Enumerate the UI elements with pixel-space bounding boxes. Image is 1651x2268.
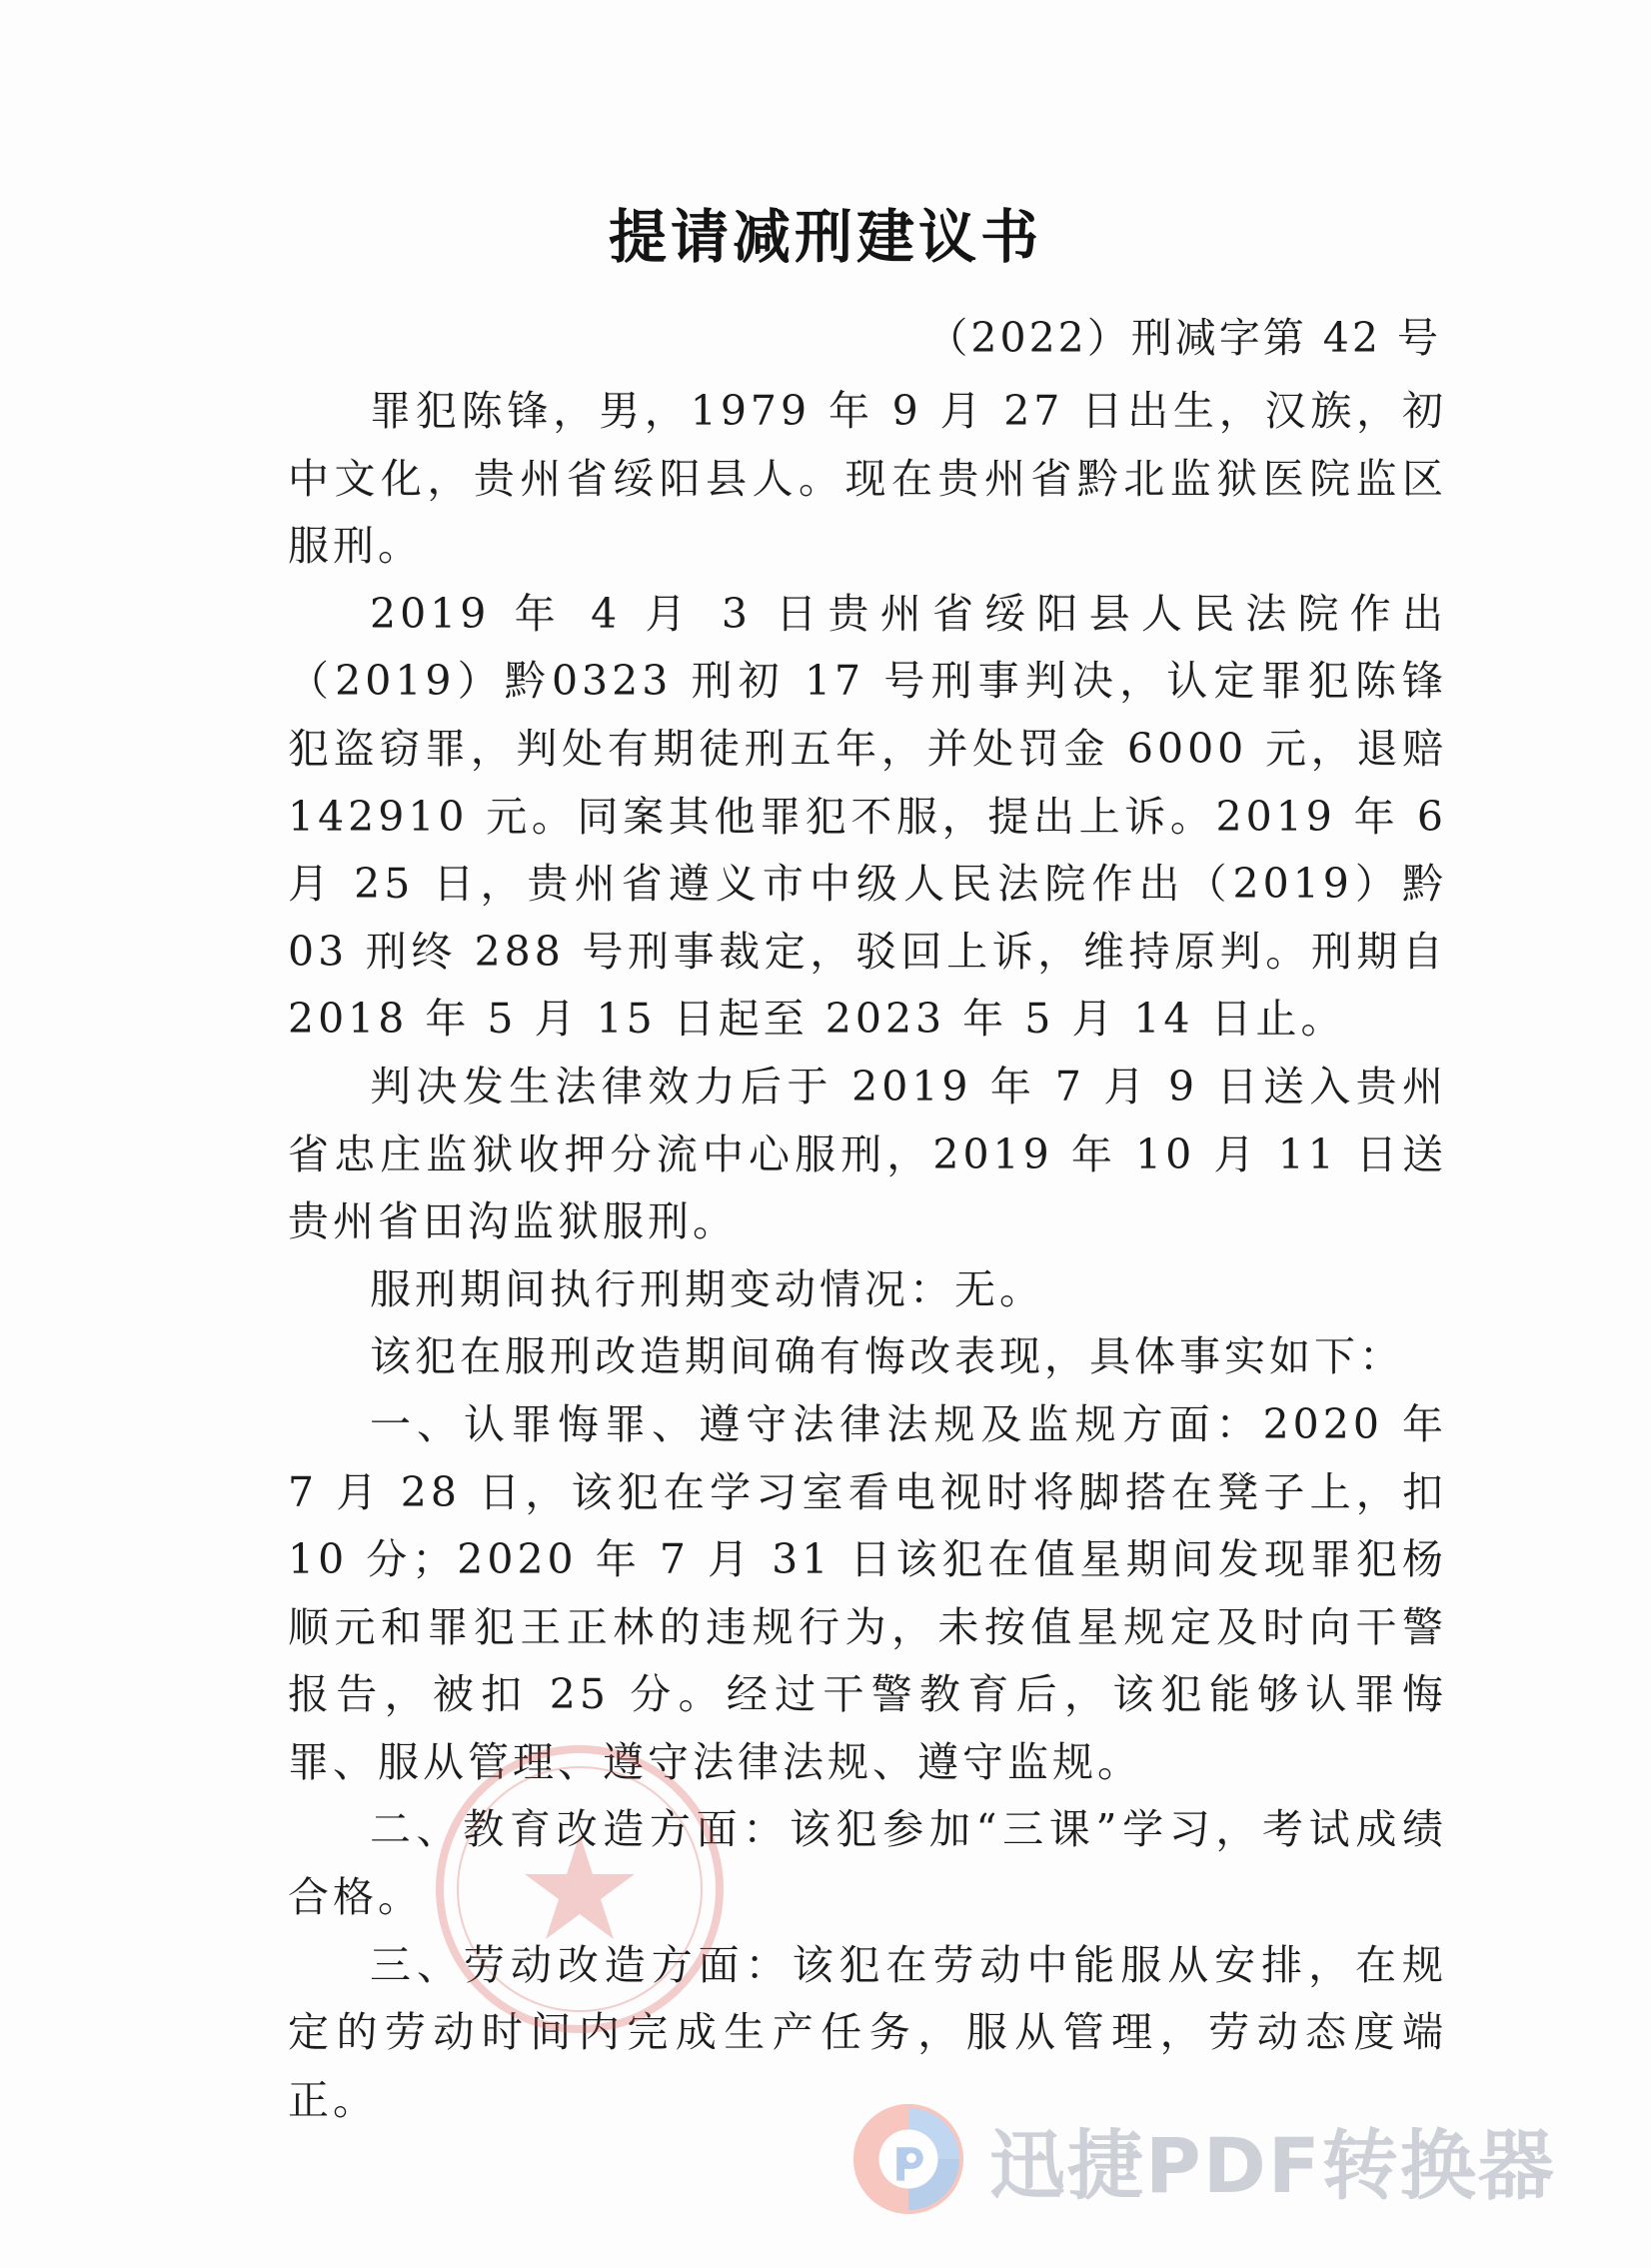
paragraph-criminal-info: 罪犯陈锋，男，1979 年 9 月 27 日出生，汉族，初中文化，贵州省绥阳县人。现在贵州省黔北监狱医院监区服刑。 (288, 387, 1447, 571)
paragraph-transfer: 判决发生法律效力后于 2019 年 7 月 9 日送入贵州省忠庄监狱收押分流中心服刑，2019 年 10 月 11 日送贵州省田沟监狱服刑。 (288, 1062, 1447, 1246)
watermark (849, 2104, 1609, 2214)
xunjie-logo-icon (849, 2100, 967, 2218)
paragraph-labor: 三、劳动改造方面：该犯在劳动中能服从安排，在规定的劳动时间内完成生产任务，服从管理，劳动态度端正。 (288, 1940, 1447, 2124)
paragraph-law-compliance: 一、认罪悔罪、遵守法律法规及监规方面：2020 年 7 月 28 日，该犯在学习室看电视时将脚搭在凳子上，扣 10 分；2020 年 7 月 31 日该犯在值星期间发现罪犯杨顺元和罪犯王正林的违规行为，未按值星规定及时向干警报告，被扣 25 分。经过干警教育后，该犯能够认罪悔罪、服从管理、遵守法律法规、遵守监规。 (288, 1399, 1447, 1786)
watermark-text: 迅捷PDF转换器 (989, 2120, 1556, 2210)
paragraph-repentance-intro: 该犯在服刑改造期间确有悔改表现，具体事实如下： (370, 1332, 1404, 1381)
paragraph-education: 二、教育改造方面：该犯参加“三课”学习，考试成绩合格。 (288, 1805, 1447, 1922)
document-title: 提请减刑建议书 (608, 203, 1042, 271)
paragraph-judgment: 2019 年 4 月 3 日贵州省绥阳县人民法院作出（2019）黔0323 刑初 17 号刑事判决，认定罪犯陈锋犯盗窃罪，判处有期徒刑五年，并处罚金 6000 元，退赔 142910 元。同案其他罪犯不服，提出上诉。2019 年 6 月 25 日，贵州省遵义市中级人民法院作出（2019）黔 03 刑终 288 号刑事裁定，驳回上诉，维持原判。刑期自 2018 年 5 月 15 日起至 2023 年 5 月 14 日止。 (288, 589, 1447, 1044)
official-seal-icon (430, 1739, 730, 2039)
paragraph-sentence-changes: 服刑期间执行刑期变动情况：无。 (370, 1264, 1044, 1313)
document-number: （2022）刑减字第 42 号 (926, 314, 1441, 362)
